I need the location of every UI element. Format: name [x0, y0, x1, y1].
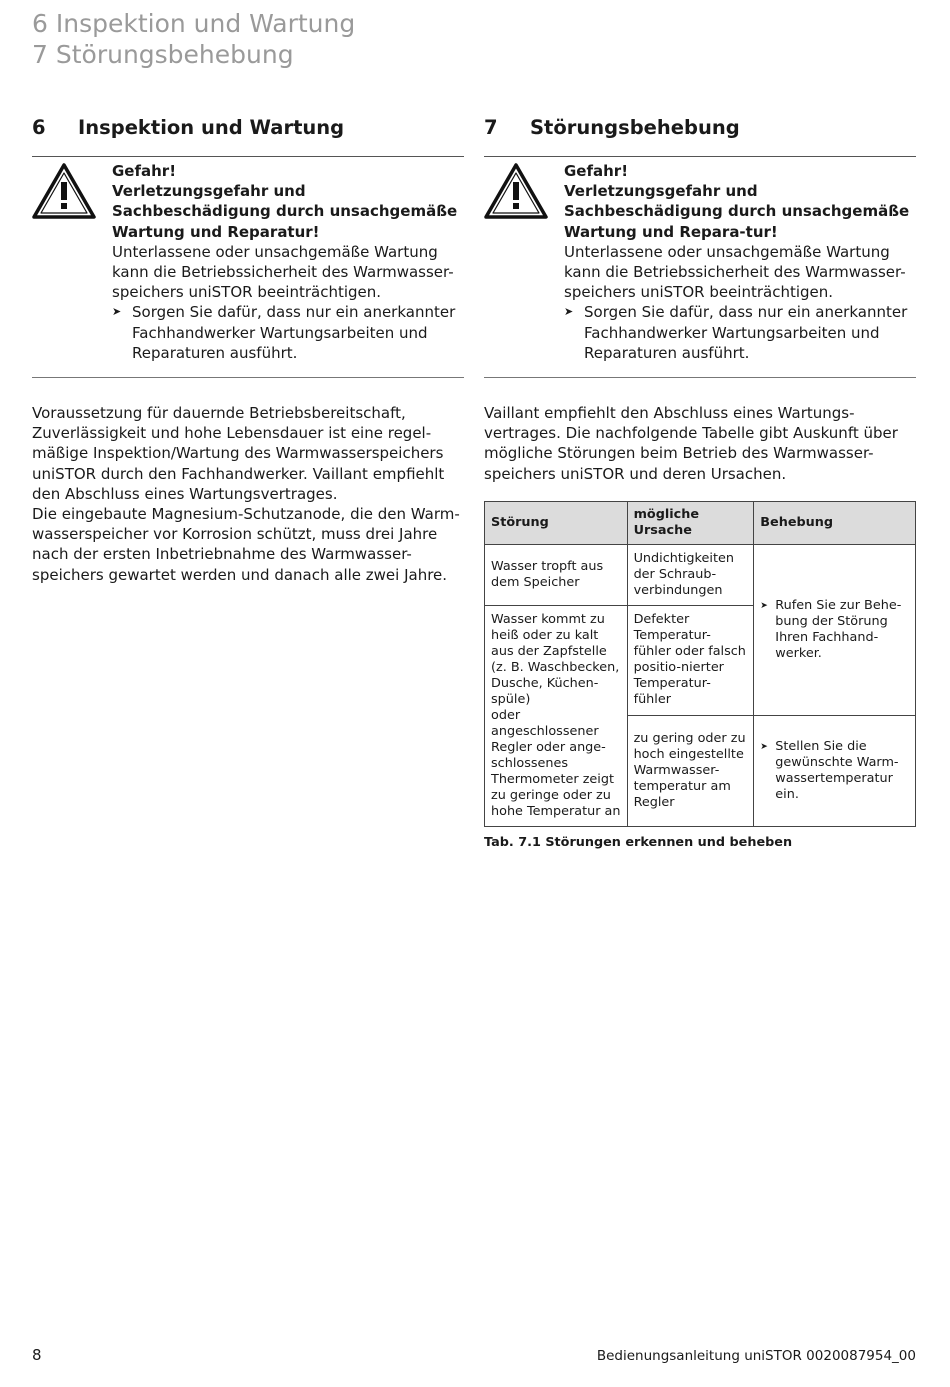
arrow-bullet-icon: ➤	[760, 741, 768, 752]
fault-table	[484, 501, 916, 827]
table-row	[485, 544, 916, 605]
column-header-cause: mögliche Ursache	[627, 501, 754, 544]
warning-triangle-icon	[484, 161, 564, 363]
warning-triangle-icon	[32, 161, 112, 363]
section-heading	[484, 114, 916, 142]
section-number: 7	[484, 116, 498, 139]
running-header-line1: 6 Inspektion und Wartung	[32, 9, 356, 38]
page-number: 8	[32, 1346, 42, 1364]
section-body	[484, 403, 916, 484]
fault-text: oder	[491, 707, 521, 723]
fault-text: angeschlossener Regler oder ange-schlossenes Thermometer zeigt zu geringe oder zu hohe Temperatur an	[491, 723, 621, 819]
warning-headline: Verletzungsgefahr und Sachbeschädigung durch unsachgemäße Wartung und Reparatur!	[112, 182, 458, 241]
warning-instruction-text: Sorgen Sie dafür, dass nur ein anerkannter Fachhandwerker Wartungsarbeiten und Reparaturen ausführt.	[584, 303, 908, 362]
danger-warning	[32, 156, 464, 378]
warning-instruction-text: Sorgen Sie dafür, dass nur ein anerkannter Fachhandwerker Wartungsarbeiten und Reparaturen ausführt.	[132, 303, 456, 362]
fault-text: Wasser kommt zu heiß oder zu kalt aus der Zapfstelle (z. B. Waschbecken, Dusche, Küchen-spüle)	[491, 611, 620, 707]
table-header-row	[485, 501, 916, 544]
section-title: Inspektion und Wartung	[78, 116, 345, 139]
warning-instruction	[112, 302, 464, 363]
running-header-line2: 7 Störungsbehebung	[32, 40, 294, 69]
section-troubleshooting	[484, 114, 916, 851]
table-cell-cause: Defekter Temperatur-fühler oder falsch positio-nierter Temperatur-fühler	[627, 605, 754, 715]
remedy-text: Stellen Sie die gewünschte Warm-wassertemperatur ein.	[775, 738, 899, 802]
section-heading	[32, 114, 464, 142]
remedy-text: Rufen Sie zur Behe-bung der Störung Ihren Fachhand-werker.	[775, 597, 902, 661]
table-cell-fault	[485, 605, 628, 826]
danger-warning	[484, 156, 916, 378]
table-cell-remedy	[754, 544, 916, 715]
warning-label: Gefahr!	[112, 162, 177, 180]
running-header	[32, 8, 355, 70]
arrow-bullet-icon: ➤	[760, 600, 768, 611]
warning-text: Unterlassene oder unsachgemäße Wartung kann die Betriebssicherheit des Warmwasser-speichers uniSTOR beeinträchtigen.	[112, 242, 454, 302]
arrow-bullet-icon: ➤	[112, 305, 122, 319]
table-caption: Tab. 7.1 Störungen erkennen und beheben	[484, 834, 793, 850]
table-cell-cause: Undichtigkeiten der Schraub-verbindungen	[627, 544, 754, 605]
paragraph: Die eingebaute Magnesium-Schutzanode, die den Warm-wasserspeicher vor Korrosion schützt, muss drei Jahre nach der ersten Inbetriebnahme des Warmwasser-speichers gewartet werden und danach alle zwei Jahre.	[32, 505, 460, 584]
table-cell-cause: zu gering oder zu hoch eingestellte Warmwasser-temperatur am Regler	[627, 715, 754, 826]
warning-instruction	[564, 302, 916, 363]
document-id: Bedienungsanleitung uniSTOR 0020087954_00	[596, 1348, 916, 1364]
section-body	[32, 403, 464, 585]
column-header-fault: Störung	[485, 501, 628, 544]
paragraph: Voraussetzung für dauernde Betriebsbereitschaft, Zuverlässigkeit und hohe Lebensdauer ist eine regel-mäßige Inspektion/Wartung des Warmwasserspeichers uniSTOR durch den Fachhandwerker. Vaillant empfiehlt den Abschluss eines Wartungsvertrages.	[32, 404, 445, 503]
paragraph: Vaillant empfiehlt den Abschluss eines Wartungs-vertrages. Die nachfolgende Tabelle gibt Auskunft über mögliche Störungen beim Betrieb des Warmwasser-speichers uniSTOR und deren Ursachen.	[484, 404, 898, 483]
section-title: Störungsbehebung	[530, 116, 740, 139]
table-cell-remedy	[754, 715, 916, 826]
column-header-remedy: Behebung	[754, 501, 916, 544]
section-number: 6	[32, 116, 46, 139]
section-inspection	[32, 114, 464, 585]
warning-headline: Verletzungsgefahr und Sachbeschädigung durch unsachgemäße Wartung und Repara-tur!	[564, 182, 910, 241]
arrow-bullet-icon: ➤	[564, 305, 574, 319]
warning-label: Gefahr!	[564, 162, 629, 180]
warning-text: Unterlassene oder unsachgemäße Wartung kann die Betriebssicherheit des Warmwasser-speichers uniSTOR beeinträchtigen.	[564, 242, 906, 302]
table-cell-fault: Wasser tropft aus dem Speicher	[485, 544, 628, 605]
